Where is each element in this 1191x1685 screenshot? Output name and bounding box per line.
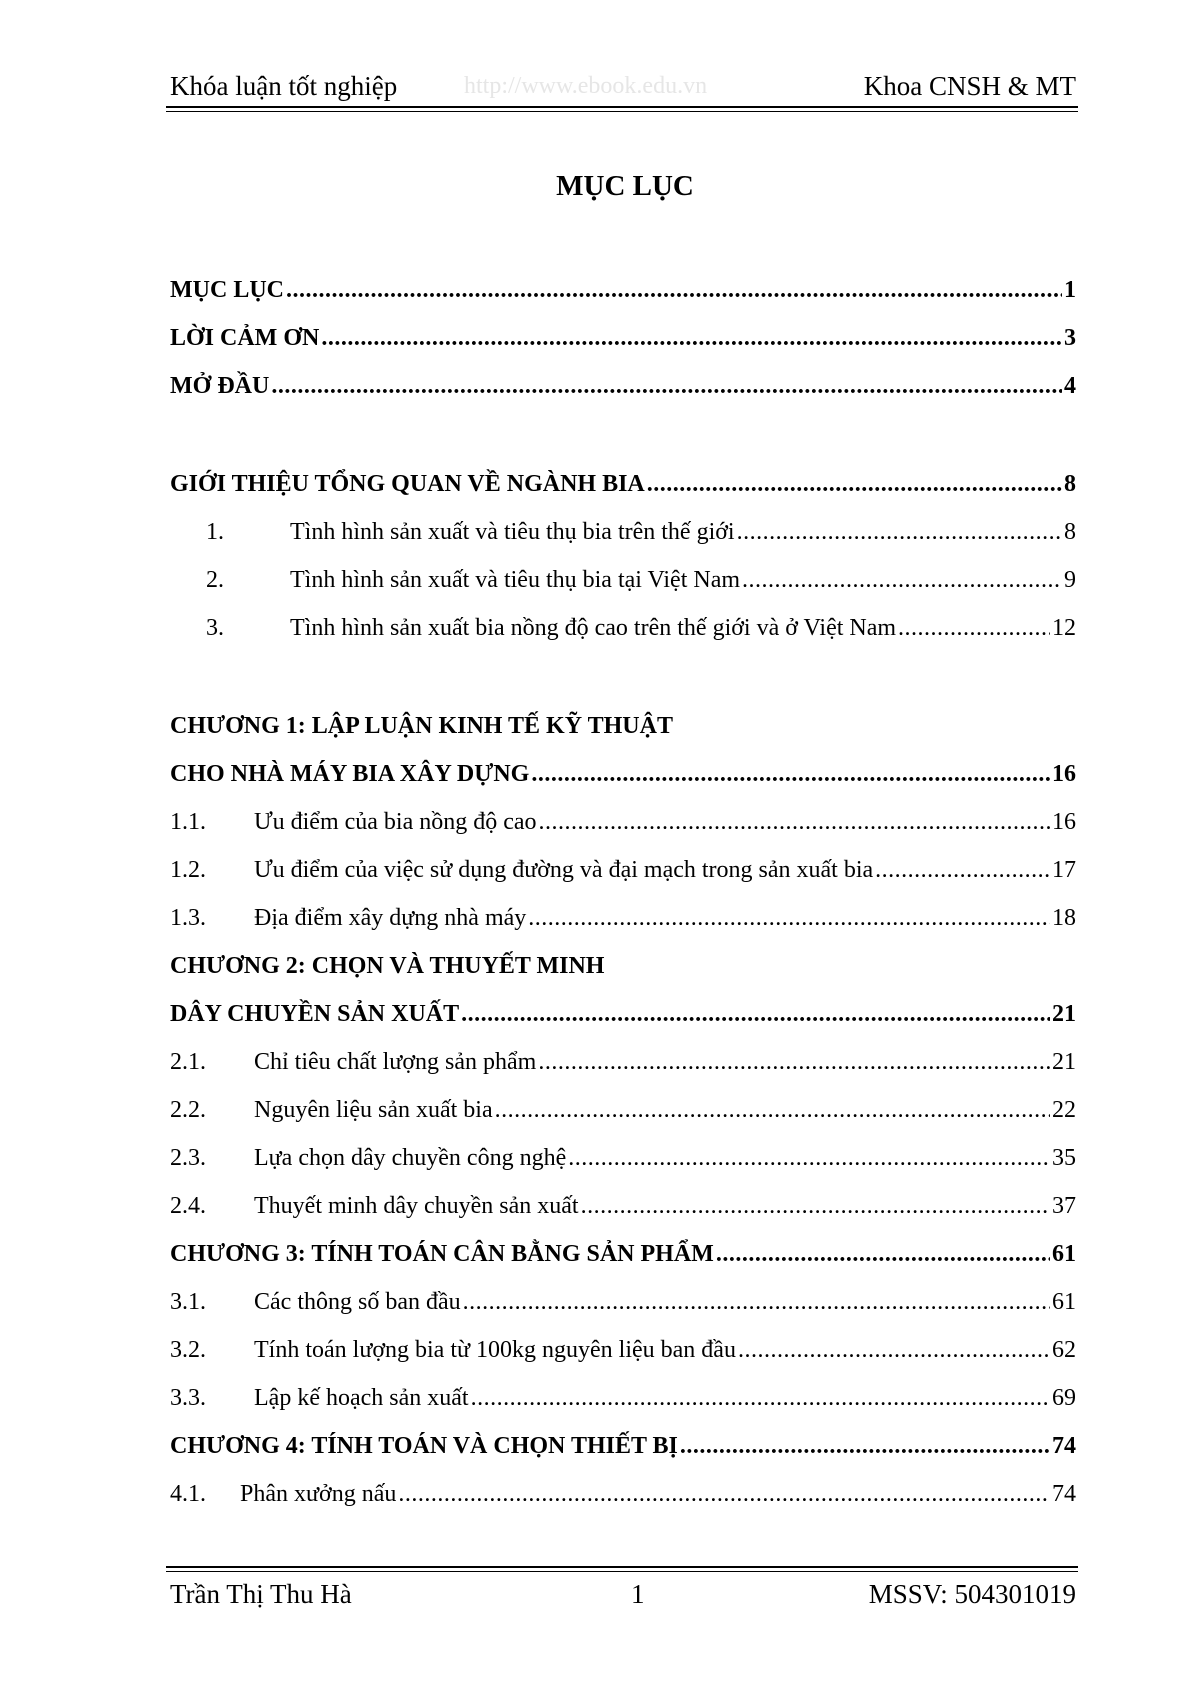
- toc-entry-number: 1.1.: [170, 809, 206, 835]
- footer-student-id: MSSV: 504301019: [868, 1579, 1076, 1609]
- toc-entry-title: Nguyên liệu sản xuất bia: [254, 1097, 493, 1123]
- toc-entry-number: 3.: [206, 615, 224, 641]
- page-title: MỤC LỤC: [556, 170, 694, 202]
- toc-entry-page: 18: [1052, 905, 1076, 931]
- header-thesis-label: Khóa luận tốt nghiệp: [170, 71, 398, 101]
- toc-entry-page: 1: [1064, 277, 1076, 303]
- toc-entry-title: Chỉ tiêu chất lượng sản phẩm: [254, 1049, 537, 1075]
- toc-entry-page: 62: [1052, 1337, 1076, 1363]
- toc-entry-number: 2.2.: [170, 1097, 206, 1123]
- toc-entry[interactable]: [170, 1188, 1076, 1224]
- toc-entry-number: 3.3.: [170, 1385, 206, 1411]
- toc-dot-leader: [538, 1044, 1050, 1080]
- toc-entry[interactable]: [170, 996, 1076, 1032]
- toc-dot-leader: [581, 1188, 1050, 1224]
- toc-entry[interactable]: [170, 320, 1076, 356]
- toc-entry[interactable]: [170, 272, 1076, 308]
- toc-entry[interactable]: [170, 1044, 1076, 1080]
- toc-entry-title: Thuyết minh dây chuyền sản xuất: [254, 1193, 579, 1219]
- toc-entry-title: MỤC LỤC: [170, 277, 284, 303]
- toc-dot-leader: [398, 1476, 1050, 1512]
- toc-entry-number: 1.: [206, 519, 224, 545]
- toc-entry-title: MỞ ĐẦU: [170, 373, 270, 399]
- toc-entry-page: 9: [1064, 567, 1076, 593]
- toc-dot-leader: [898, 610, 1050, 646]
- toc-entry-title: CHƯƠNG 3: TÍNH TOÁN CÂN BẰNG SẢN PHẨM: [170, 1241, 714, 1267]
- toc-dot-leader: [875, 852, 1050, 888]
- toc-entry[interactable]: [170, 948, 1076, 984]
- toc-entry[interactable]: [170, 1140, 1076, 1176]
- toc-entry-number: 2.4.: [170, 1193, 206, 1219]
- toc-entry[interactable]: [170, 368, 1076, 404]
- toc-entry-page: 3: [1064, 325, 1076, 351]
- footer-rule: [166, 1566, 1078, 1572]
- toc-entry-title: CHƯƠNG 4: TÍNH TOÁN VÀ CHỌN THIẾT BỊ: [170, 1433, 678, 1459]
- toc-dot-leader: [716, 1236, 1050, 1272]
- toc-entry[interactable]: [170, 1236, 1076, 1272]
- toc-entry-title: GIỚI THIỆU TỔNG QUAN VỀ NGÀNH BIA: [170, 471, 645, 497]
- toc-entry-title: Ưu điểm của bia nồng độ cao: [254, 809, 537, 835]
- toc-entry-page: 21: [1052, 1001, 1076, 1027]
- toc-entry-page: 16: [1052, 809, 1076, 835]
- toc-dot-leader: [286, 272, 1062, 308]
- toc-entry-title: Tình hình sản xuất và tiêu thụ bia trên thế giới: [290, 519, 735, 545]
- toc-dot-leader: [647, 466, 1062, 502]
- toc-entry[interactable]: [170, 610, 1076, 646]
- toc-entry-page: 69: [1052, 1385, 1076, 1411]
- toc-dot-leader: [539, 804, 1050, 840]
- toc-entry-number: 4.1.: [170, 1481, 206, 1507]
- toc-entry[interactable]: [170, 1284, 1076, 1320]
- toc-entry-title: LỜI CẢM ƠN: [170, 325, 320, 351]
- toc-entry-title: Các thông số ban đầu: [254, 1289, 461, 1315]
- toc-dot-leader: [531, 756, 1050, 792]
- toc-dot-leader: [463, 1284, 1050, 1320]
- toc-dot-leader: [528, 900, 1050, 936]
- toc-entry-page: 4: [1064, 373, 1076, 399]
- toc-entry-title: CHO NHÀ MÁY BIA XÂY DỰNG: [170, 761, 530, 787]
- header-rule: [166, 106, 1078, 112]
- toc-entry[interactable]: [170, 466, 1076, 502]
- toc-dot-leader: [271, 368, 1062, 404]
- toc-entry-number: 3.1.: [170, 1289, 206, 1315]
- toc-dot-leader: [738, 1332, 1050, 1368]
- toc-entry[interactable]: [170, 756, 1076, 792]
- toc-entry-page: 61: [1052, 1289, 1076, 1315]
- toc-entry[interactable]: [170, 1092, 1076, 1128]
- toc-entry-number: 2.1.: [170, 1049, 206, 1075]
- toc-entry-title: Địa điểm xây dựng nhà máy: [254, 905, 527, 931]
- footer-page-number: 1: [631, 1579, 645, 1609]
- toc-entry-title: Tính toán lượng bia từ 100kg nguyên liệu ban đầu: [254, 1337, 736, 1363]
- toc-entry-title: Lập kế hoạch sản xuất: [254, 1385, 469, 1411]
- toc-entry[interactable]: [170, 1476, 1076, 1512]
- toc-entry-page: 21: [1052, 1049, 1076, 1075]
- toc-entry-number: 2.3.: [170, 1145, 206, 1171]
- toc-entry[interactable]: [170, 514, 1076, 550]
- toc-dot-leader: [680, 1428, 1050, 1464]
- toc-entry[interactable]: [170, 1332, 1076, 1368]
- toc-dot-leader: [321, 320, 1062, 356]
- toc-entry-number: 2.: [206, 567, 224, 593]
- toc-entry-number: 1.2.: [170, 857, 206, 883]
- toc-entry-title: Ưu điểm của việc sử dụng đường và đại mạch trong sản xuất bia: [254, 857, 874, 883]
- toc-entry-page: 61: [1052, 1241, 1076, 1267]
- page-footer: [170, 1574, 1076, 1614]
- toc-entry-number: 3.2.: [170, 1337, 206, 1363]
- toc-entry-page: 8: [1064, 471, 1076, 497]
- toc-entry-title: CHƯƠNG 1: LẬP LUẬN KINH TẾ KỸ THUẬT: [170, 713, 673, 739]
- toc-entry-title: DÂY CHUYỀN SẢN XUẤT: [170, 1001, 460, 1027]
- toc-entry-page: 17: [1052, 857, 1076, 883]
- toc-entry[interactable]: [170, 562, 1076, 598]
- toc-dot-leader: [495, 1092, 1050, 1128]
- toc-entry[interactable]: [170, 1380, 1076, 1416]
- toc-dot-leader: [737, 514, 1062, 550]
- toc-entry[interactable]: [170, 1428, 1076, 1464]
- toc-entry-page: 16: [1052, 761, 1076, 787]
- toc-entry-title: Phân xưởng nấu: [240, 1481, 397, 1507]
- toc-entry-page: 8: [1064, 519, 1076, 545]
- toc-entry[interactable]: [170, 804, 1076, 840]
- toc-entry-page: 37: [1052, 1193, 1076, 1219]
- toc-dot-leader: [461, 996, 1050, 1032]
- footer-author: Trần Thị Thu Hà: [170, 1579, 352, 1609]
- toc-entry[interactable]: [170, 900, 1076, 936]
- toc-entry-page: 35: [1052, 1145, 1076, 1171]
- toc-entry-page: 22: [1052, 1097, 1076, 1123]
- page-header: [170, 66, 1076, 106]
- toc-entry-page: 74: [1052, 1481, 1076, 1507]
- toc-entry-number: 1.3.: [170, 905, 206, 931]
- toc-entry-page: 12: [1052, 615, 1076, 641]
- header-faculty-label: Khoa CNSH & MT: [863, 71, 1076, 101]
- toc-dot-leader: [742, 562, 1062, 598]
- toc-entry[interactable]: [170, 708, 1076, 744]
- toc-entry-page: 74: [1052, 1433, 1076, 1459]
- toc-dot-leader: [471, 1380, 1050, 1416]
- toc-entry-title: Tình hình sản xuất và tiêu thụ bia tại Việt Nam: [290, 567, 741, 593]
- toc-entry[interactable]: [170, 852, 1076, 888]
- toc-entry-title: Tình hình sản xuất bia nồng độ cao trên thế giới và ở Việt Nam: [290, 615, 897, 641]
- toc-entry-title: Lựa chọn dây chuyền công nghệ: [254, 1145, 567, 1171]
- header-watermark-url: http://www.ebook.edu.vn: [464, 73, 708, 99]
- toc-entry-title: CHƯƠNG 2: CHỌN VÀ THUYẾT MINH: [170, 953, 605, 979]
- toc-dot-leader: [568, 1140, 1050, 1176]
